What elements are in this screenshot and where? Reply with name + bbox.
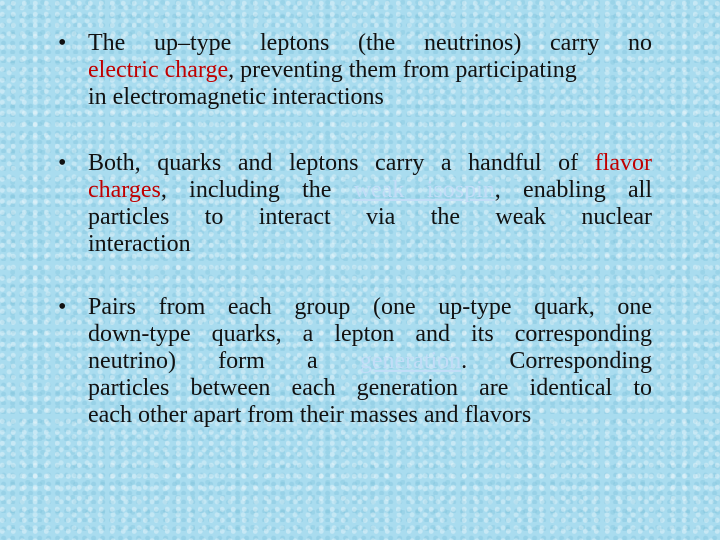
bullet-text xyxy=(88,294,652,429)
bullet-line-3-post: . Corresponding xyxy=(461,348,653,374)
bullet-marker: • xyxy=(58,150,67,176)
bullet-line-1-intro: Both, quarks and leptons carry a handful of xyxy=(88,150,579,176)
bullet-line-3 xyxy=(88,348,652,375)
bullet-line-2 xyxy=(88,57,652,84)
bullet-line-2-end: , enabling all xyxy=(494,177,652,203)
bullet-line-4: particles between each generation are identical to xyxy=(88,375,652,401)
bullet-line-1 xyxy=(88,150,652,177)
weak-isospin-link[interactable]: weak isospin xyxy=(353,177,495,203)
red-term-charges: charges xyxy=(88,177,161,203)
red-term-flavor: flavor xyxy=(594,150,653,176)
red-term-electric-charge: electric charge xyxy=(88,57,229,83)
bullet-text xyxy=(88,30,652,111)
bullet-line-2-rest: , preventing them from participating xyxy=(228,57,577,83)
bullet-item-generations xyxy=(58,294,652,429)
bullet-line-2 xyxy=(88,177,652,204)
bullet-line-5: each other apart from their masses and flavors xyxy=(88,402,532,428)
bullet-line-1: The up–type leptons (the neutrinos) carry no xyxy=(88,30,652,56)
bullet-line-4: interaction xyxy=(88,231,191,257)
bullet-item-flavor-charges xyxy=(58,150,652,258)
bullet-item-neutrinos xyxy=(58,30,652,111)
bullet-line-2-middle: , including the xyxy=(160,177,332,203)
bullet-line-2: down-type quarks, a lepton and its corresponding xyxy=(88,321,652,347)
bullet-marker: • xyxy=(58,294,67,320)
bullet-line-3: in electromagnetic interactions xyxy=(88,84,384,110)
bullet-marker: • xyxy=(58,30,67,56)
bullet-line-3: particles to interact via the weak nuclear xyxy=(88,204,652,230)
bullet-line-1: Pairs from each group (one up-type quark, one xyxy=(88,294,652,320)
generation-link[interactable]: generation xyxy=(359,348,462,374)
bullet-line-3-pre: neutrino) form a xyxy=(88,348,318,374)
bullet-text xyxy=(88,150,652,258)
